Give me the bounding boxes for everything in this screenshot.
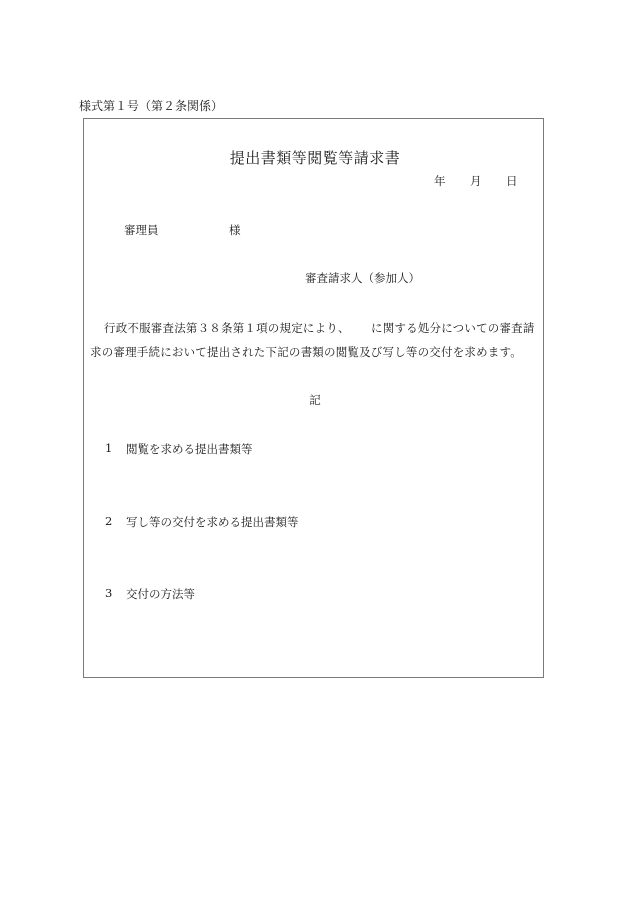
document-title: 提出書類等閲覧等請求書	[229, 149, 401, 167]
item-2-text: 写し等の交付を求める提出書類等	[126, 515, 299, 529]
item-1-text: 閲覧を求める提出書類等	[126, 442, 253, 456]
item-2-number: 2	[105, 514, 113, 528]
item-3-number: 3	[105, 586, 113, 600]
item-1-number: 1	[105, 441, 113, 455]
requester-label: 審査請求人（参加人）	[305, 271, 420, 285]
item-3-text: 交付の方法等	[126, 587, 195, 601]
body-text-line2: 求の審理手続において提出された下記の書類の閲覧及び写し等の交付を求めます。	[90, 345, 522, 359]
body-text-line1-part1: 行政不服審査法第３８条第１項の規定により、	[104, 321, 350, 335]
date-day-label: 日	[506, 174, 518, 188]
date-month-label: 月	[470, 174, 482, 188]
addressee-role: 審理員	[124, 223, 159, 237]
ki-heading: 記	[309, 393, 321, 407]
addressee-suffix: 様	[229, 223, 241, 237]
form-number: 様式第１号（第２条関係）	[79, 99, 224, 113]
date-year-label: 年	[434, 174, 446, 188]
body-text-line1-part2: に関する処分についての審査請	[371, 321, 535, 335]
